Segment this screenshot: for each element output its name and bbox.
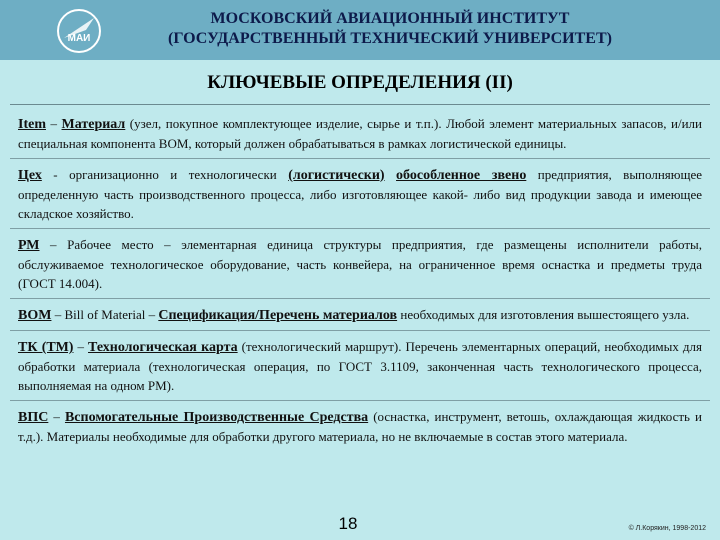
key-separate-unit: обособленное звено xyxy=(396,168,527,183)
term-bom: BOM xyxy=(18,308,52,323)
term-shop: Цех xyxy=(18,168,42,183)
definition-text: необходимых для изготовления вышестоящего узла. xyxy=(397,307,690,322)
header-bar xyxy=(0,0,720,60)
definition-shop xyxy=(10,159,710,229)
definitions-list xyxy=(10,108,710,451)
institute-name xyxy=(110,9,670,49)
page-number: 18 xyxy=(338,514,358,533)
key-specification: Спецификация/Перечень материалов xyxy=(158,308,398,323)
space xyxy=(385,167,396,182)
key-aux-means: Вспомогательные Производственные Средства xyxy=(64,410,369,425)
definition-rm xyxy=(10,229,710,299)
separator: – xyxy=(73,339,89,354)
mai-logo-icon xyxy=(56,8,102,54)
key-tech-card: Технологическая карта xyxy=(88,340,238,355)
definition-text: предприятия, выполняющее определенную часть производственного процесса, либо изготовляющее какой- либо вид продукции завода и имеющее складское хозяйство. xyxy=(18,167,703,221)
definition-text: – Bill of Material – xyxy=(51,307,159,322)
definition-text: – Рабочее место – элементарная единица структуры предприятия, где размещены исполнители работы, обслуживаемое технологическое оборудование, часть конвейера, на ограниченное время оснастка и предметы труда (ГОСТ 14.004). xyxy=(18,237,702,291)
copyright-text: © Л.Корякин, 1998-2012 xyxy=(628,525,706,532)
definition-text: (оснастка, инструмент, ветошь, охлаждающая жидкость и т.д.). Материалы необходимые для обработки другого материала, но не включаемые в состав этого материала. xyxy=(18,409,702,444)
title-divider xyxy=(10,104,710,105)
definition-vps xyxy=(10,401,710,451)
definition-item xyxy=(10,108,710,159)
term-vps: ВПС xyxy=(18,410,49,425)
key-material: Материал xyxy=(61,117,126,132)
key-logistic: (логистически) xyxy=(288,168,385,183)
separator: – xyxy=(46,116,62,131)
separator: – xyxy=(48,409,65,424)
term-rm: РМ xyxy=(18,238,40,253)
definition-text: (узел, покупное комплектующее изделие, сырье и т.п.). Любой элемент материальных запасов, и/или специальная компонента BOM, который должен обрабатываться в рамках логистической единицы. xyxy=(18,116,702,151)
definition-text: - организационно и технологически xyxy=(41,167,289,182)
definition-text: (технологический маршрут). Перечень элементарных операций, необходимых для обработки материала (технологическая операция, по ГОСТ 3.1109, законченная часть технологического процесса, выполняемая на одном РМ). xyxy=(18,339,703,393)
institute-line-1: МОСКОВСКИЙ АВИАЦИОННЫЙ ИНСТИТУТ xyxy=(210,10,570,27)
page-title: КЛЮЧЕВЫЕ ОПРЕДЕЛЕНИЯ (II) xyxy=(207,72,513,93)
definition-bom xyxy=(10,299,710,331)
logo-text: МАИ xyxy=(67,33,91,44)
term-item: Item xyxy=(18,117,46,132)
institute-line-2: (ГОСУДАРСТВЕННЫЙ ТЕХНИЧЕСКИЙ УНИВЕРСИТЕТ) xyxy=(168,30,612,47)
definition-tk xyxy=(10,331,710,401)
term-tk: ТК (ТМ) xyxy=(18,340,74,355)
